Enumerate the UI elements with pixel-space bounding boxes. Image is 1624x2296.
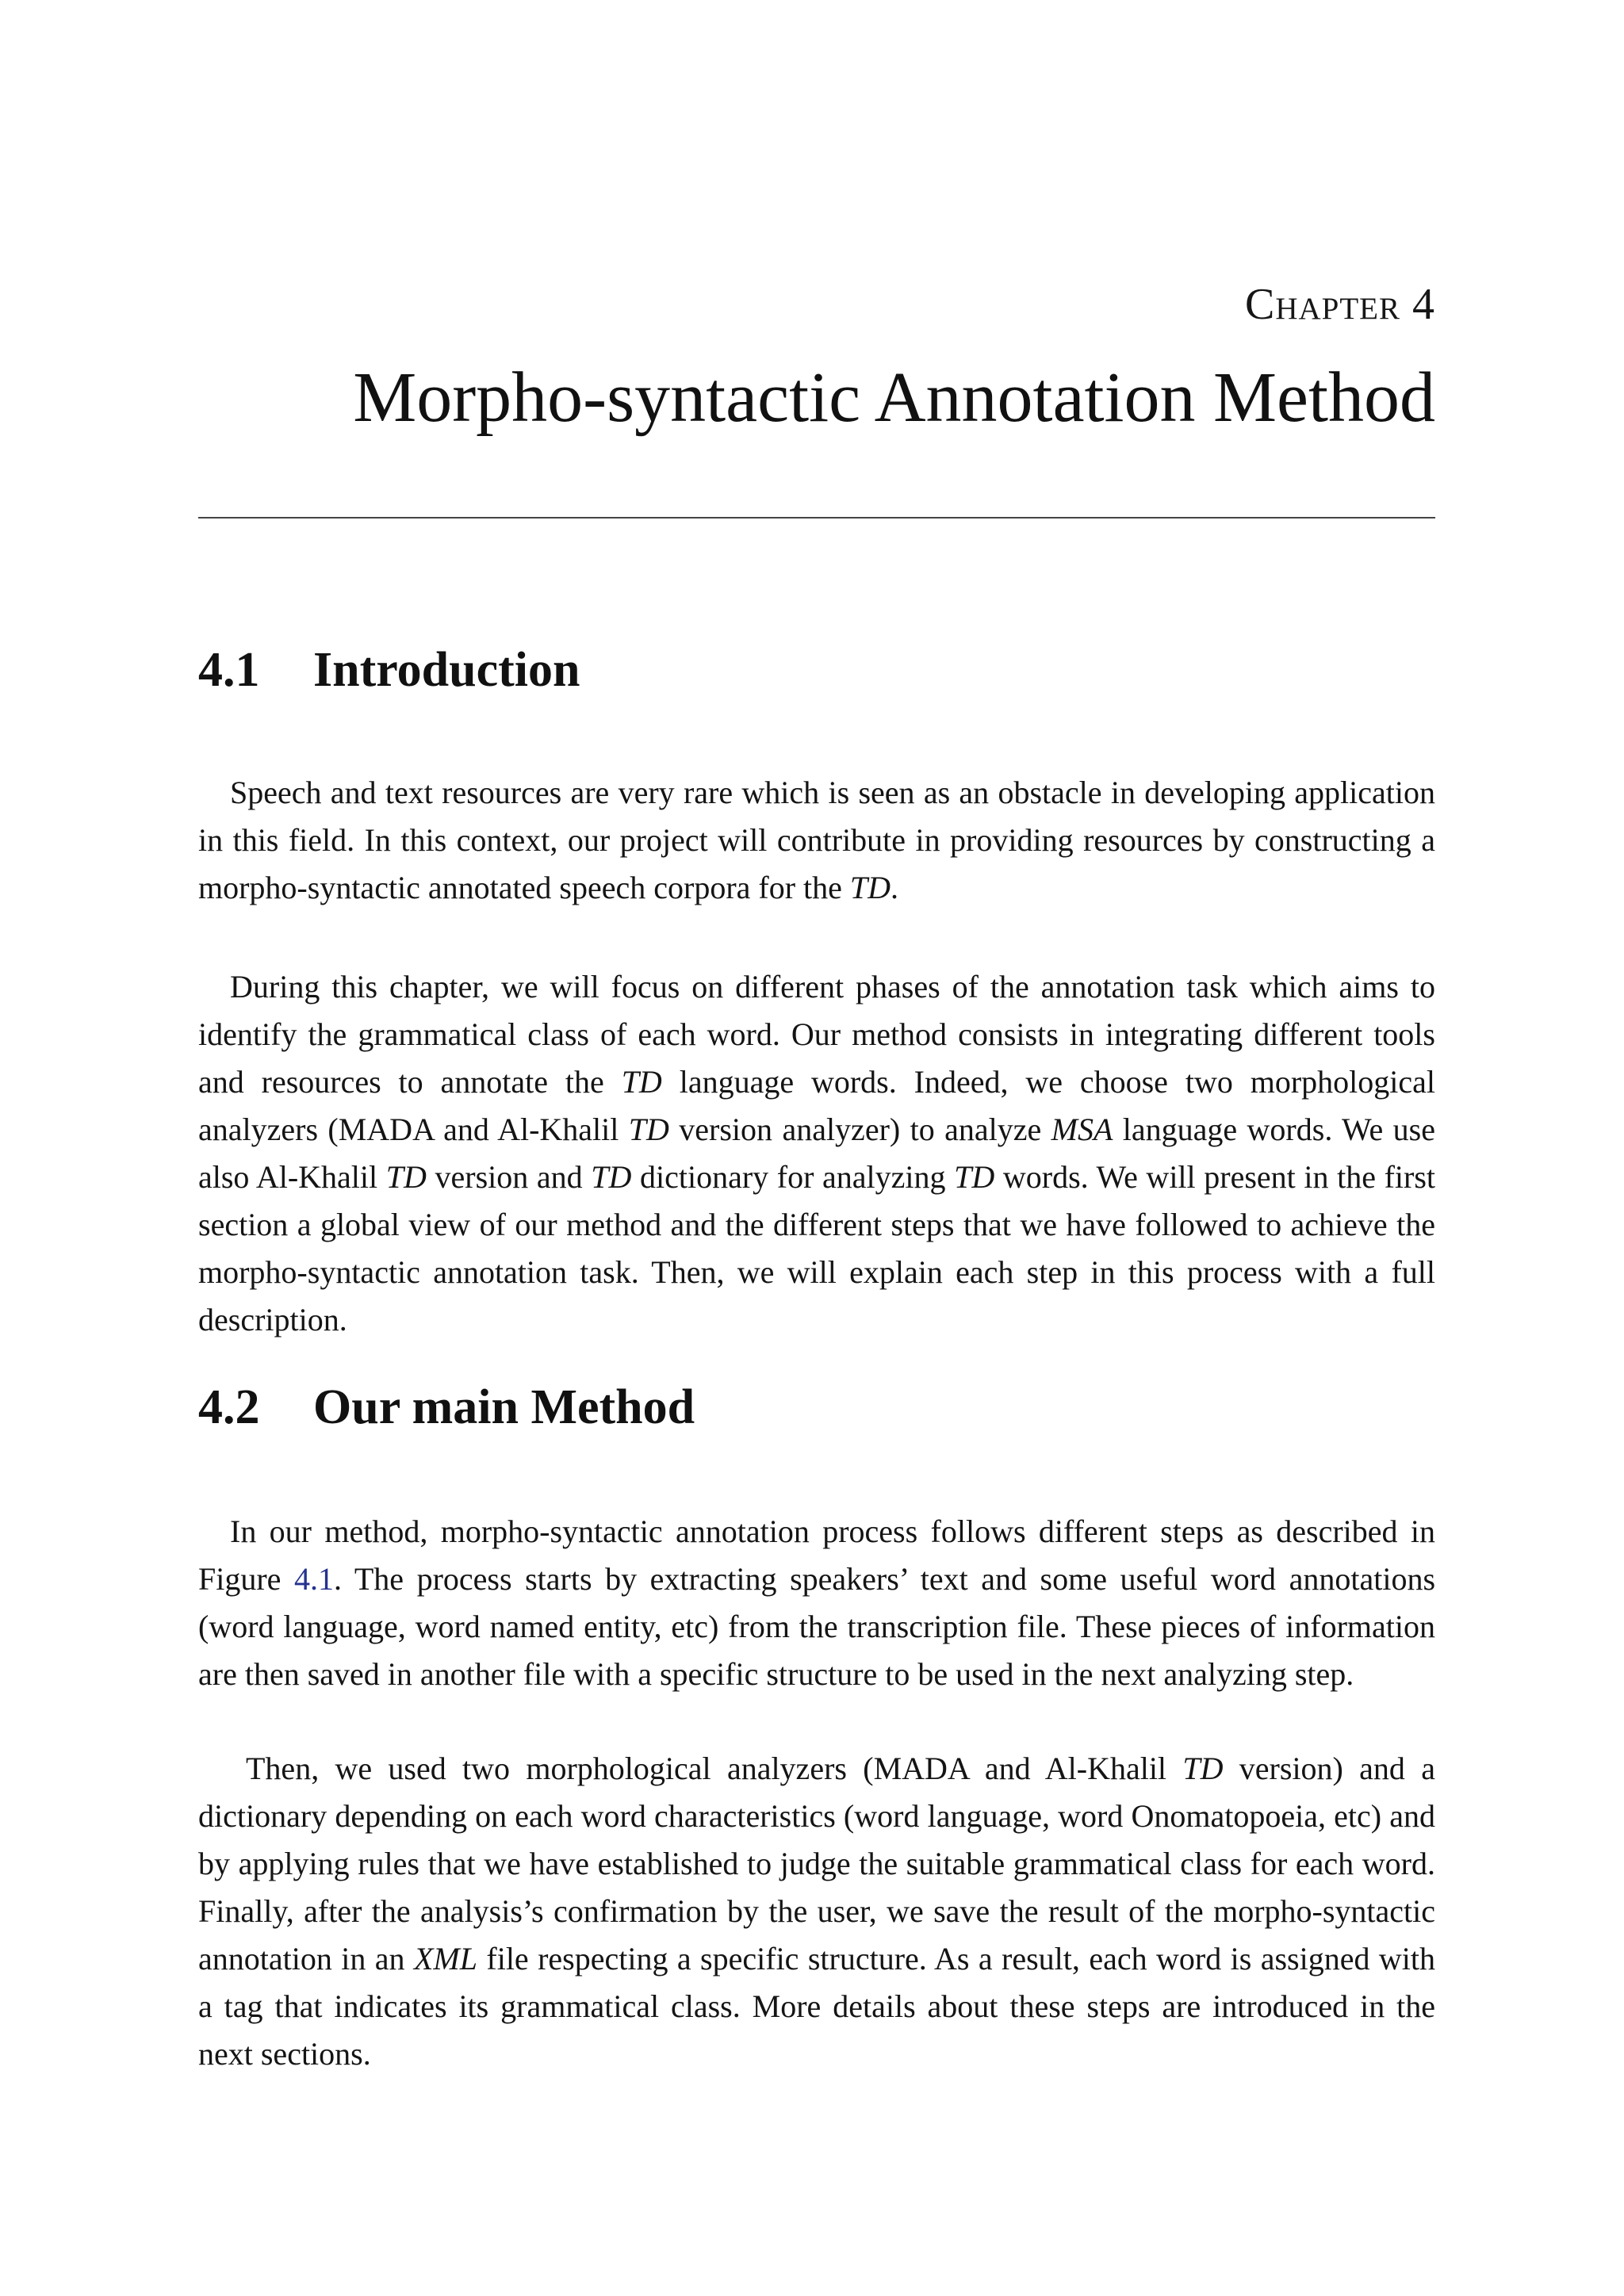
math-term: TD [1182, 1751, 1224, 1786]
text-run: version) and a dictionary depending on each word characteristics (word language, word Onomatopoeia, etc) and by applying rules that we have established to judge the suitable grammatical class for each word. Finally, after the analysis’s confirmation by the user, we save the result of the morpho-syntactic annotation in an [198, 1751, 1435, 1976]
text-run: Speech and text resources are very rare which is seen as an obstacle in developing application in this field. In this context, our project will contribute in providing resources by constructing a morpho-syntactic annotated speech corpora for the [198, 775, 1435, 905]
text-run: . The process starts by extracting speakers’ text and some useful word annotations (word language, word named entity, etc) from the transcription file. These pieces of information are then saved in another file with a specific structure to be used in the next analyzing step. [198, 1561, 1436, 1692]
paragraph-method-1 [198, 1508, 1435, 1698]
math-term: TD [628, 1112, 669, 1147]
section-number: 4.2 [198, 1380, 260, 1434]
text-run: . [891, 870, 899, 905]
text-run: words. We will present in the first section a global view of our method and the different steps that we have followed to achieve the morpho-syntactic annotation task. Then, we will explain each step in this process with a full description. [198, 1159, 1436, 1337]
chapter-divider [198, 517, 1435, 519]
text-run: dictionary for analyzing [631, 1159, 955, 1195]
text-run: During this chapter, we will focus on different phases of the annotation task which aims to identify the grammatical class of each word. Our method consists in integrating different tools and resources to annotate the [198, 969, 1435, 1100]
section-title: Introduction [313, 643, 580, 697]
text-run: Then, we used two morphological analyzers (MADA and Al-Khalil [246, 1751, 1183, 1786]
text-run: version and [426, 1159, 592, 1195]
section-heading-introduction [198, 642, 580, 698]
section-heading-main-method [198, 1380, 695, 1436]
text-run: file respecting a specific structure. As a result, each word is assigned with a tag that indicates its grammatical class. More details about these steps are introduced in the next sections. [198, 1941, 1435, 2072]
text-run: version analyzer) to analyze [668, 1112, 1051, 1147]
section-title: Our main Method [313, 1380, 695, 1434]
math-term: XML [413, 1941, 477, 1976]
paragraph-method-2 [198, 1745, 1435, 2078]
figure-reference-link[interactable]: 4.1 [294, 1561, 334, 1597]
math-term: MSA [1051, 1112, 1113, 1147]
text-run: language words. We use also Al-Khalil [198, 1112, 1435, 1195]
text-run: In our method, morpho-syntactic annotation process follows different steps as described in Figure [198, 1513, 1435, 1597]
math-term: TD [385, 1159, 427, 1195]
chapter-label: Chapter 4 [1244, 280, 1435, 329]
math-term: TD [621, 1064, 662, 1100]
paragraph-intro-1 [198, 769, 1435, 912]
paragraph-intro-2 [198, 963, 1435, 1344]
math-term: TD [591, 1159, 632, 1195]
chapter-title: Morpho-syntactic Annotation Method [353, 358, 1435, 437]
text-run: language words. Indeed, we choose two morphological analyzers (MADA and Al-Khalil [198, 1064, 1435, 1147]
math-term: TD [849, 870, 891, 905]
math-term: TD [954, 1159, 995, 1195]
section-number: 4.1 [198, 643, 260, 697]
